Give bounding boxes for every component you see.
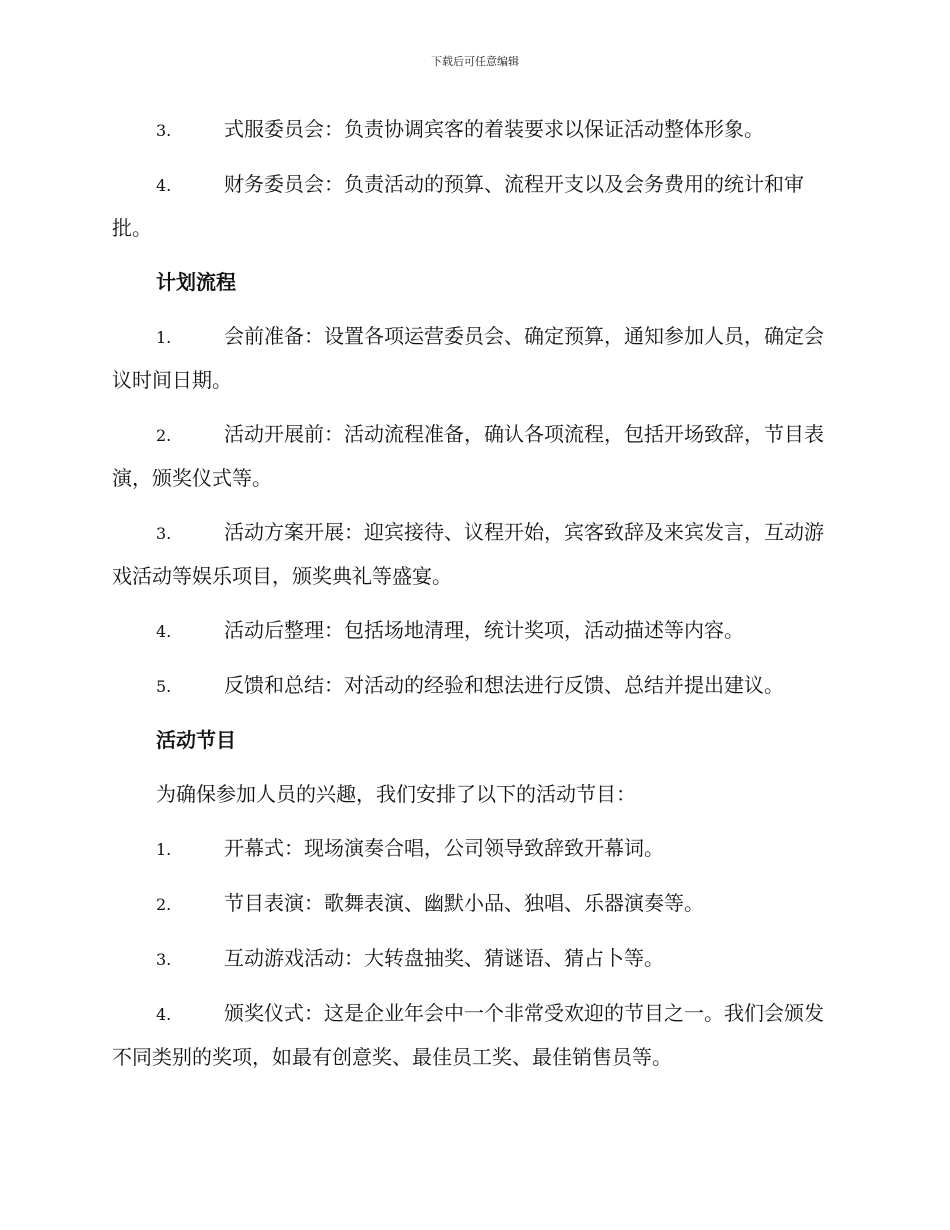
item-text: 活动后整理：包括场地清理，统计奖项，活动描述等内容。 (224, 618, 744, 642)
item-text: 会前准备：设置各项运营委员会、确定预算，通知参加人员，确定会议时间日期。 (112, 324, 824, 392)
section-heading-plan: 计划流程 (156, 270, 236, 294)
item-number: 4. (156, 622, 172, 641)
item-text: 活动开展前：活动流程准备，确认各项流程，包括开场致辞，节目表演，颁奖仪式等。 (112, 422, 824, 490)
list-item (112, 827, 834, 871)
list-item (112, 992, 834, 1079)
list-item (112, 937, 834, 981)
list-item (112, 163, 834, 250)
item-number: 1. (156, 328, 172, 347)
item-text: 互动游戏活动：大转盘抽奖、猜谜语、猜占卜等。 (224, 946, 664, 970)
item-number: 1. (156, 840, 172, 859)
item-text: 节目表演：歌舞表演、幽默小品、独唱、乐器演奏等。 (224, 891, 704, 915)
item-number: 2. (156, 895, 172, 914)
list-item (112, 108, 834, 152)
section-heading-program: 活动节目 (156, 728, 236, 752)
program-intro: 为确保参加人员的兴趣，我们安排了以下的活动节目： (156, 782, 636, 806)
list-item (112, 315, 834, 402)
item-text: 财务委员会：负责活动的预算、流程开支以及会务费用的统计和审批。 (112, 172, 804, 240)
list-item (112, 882, 834, 926)
list-item (112, 609, 834, 653)
list-item (112, 511, 834, 598)
document-body (112, 108, 834, 1090)
item-text: 式服委员会：负责协调宾客的着装要求以保证活动整体形象。 (224, 117, 764, 141)
list-item (112, 413, 834, 500)
page-header: 下载后可任意编辑 (431, 55, 519, 68)
list-item (112, 664, 834, 708)
item-number: 3. (156, 524, 172, 543)
item-text: 颁奖仪式：这是企业年会中一个非常受欢迎的节目之一。我们会颁发不同类别的奖项，如最有创意奖、最佳员工奖、最佳销售员等。 (112, 1001, 824, 1069)
item-text: 活动方案开展：迎宾接待、议程开始，宾客致辞及来宾发言，互动游戏活动等娱乐项目，颁奖典礼等盛宴。 (112, 520, 824, 588)
item-number: 4. (156, 1005, 172, 1024)
item-number: 3. (156, 121, 172, 140)
item-text: 反馈和总结：对活动的经验和想法进行反馈、总结并提出建议。 (224, 673, 784, 697)
item-text: 开幕式：现场演奏合唱，公司领导致辞致开幕词。 (224, 836, 664, 860)
item-number: 3. (156, 950, 172, 969)
item-number: 5. (156, 677, 172, 696)
item-number: 2. (156, 426, 172, 445)
item-number: 4. (156, 176, 172, 195)
